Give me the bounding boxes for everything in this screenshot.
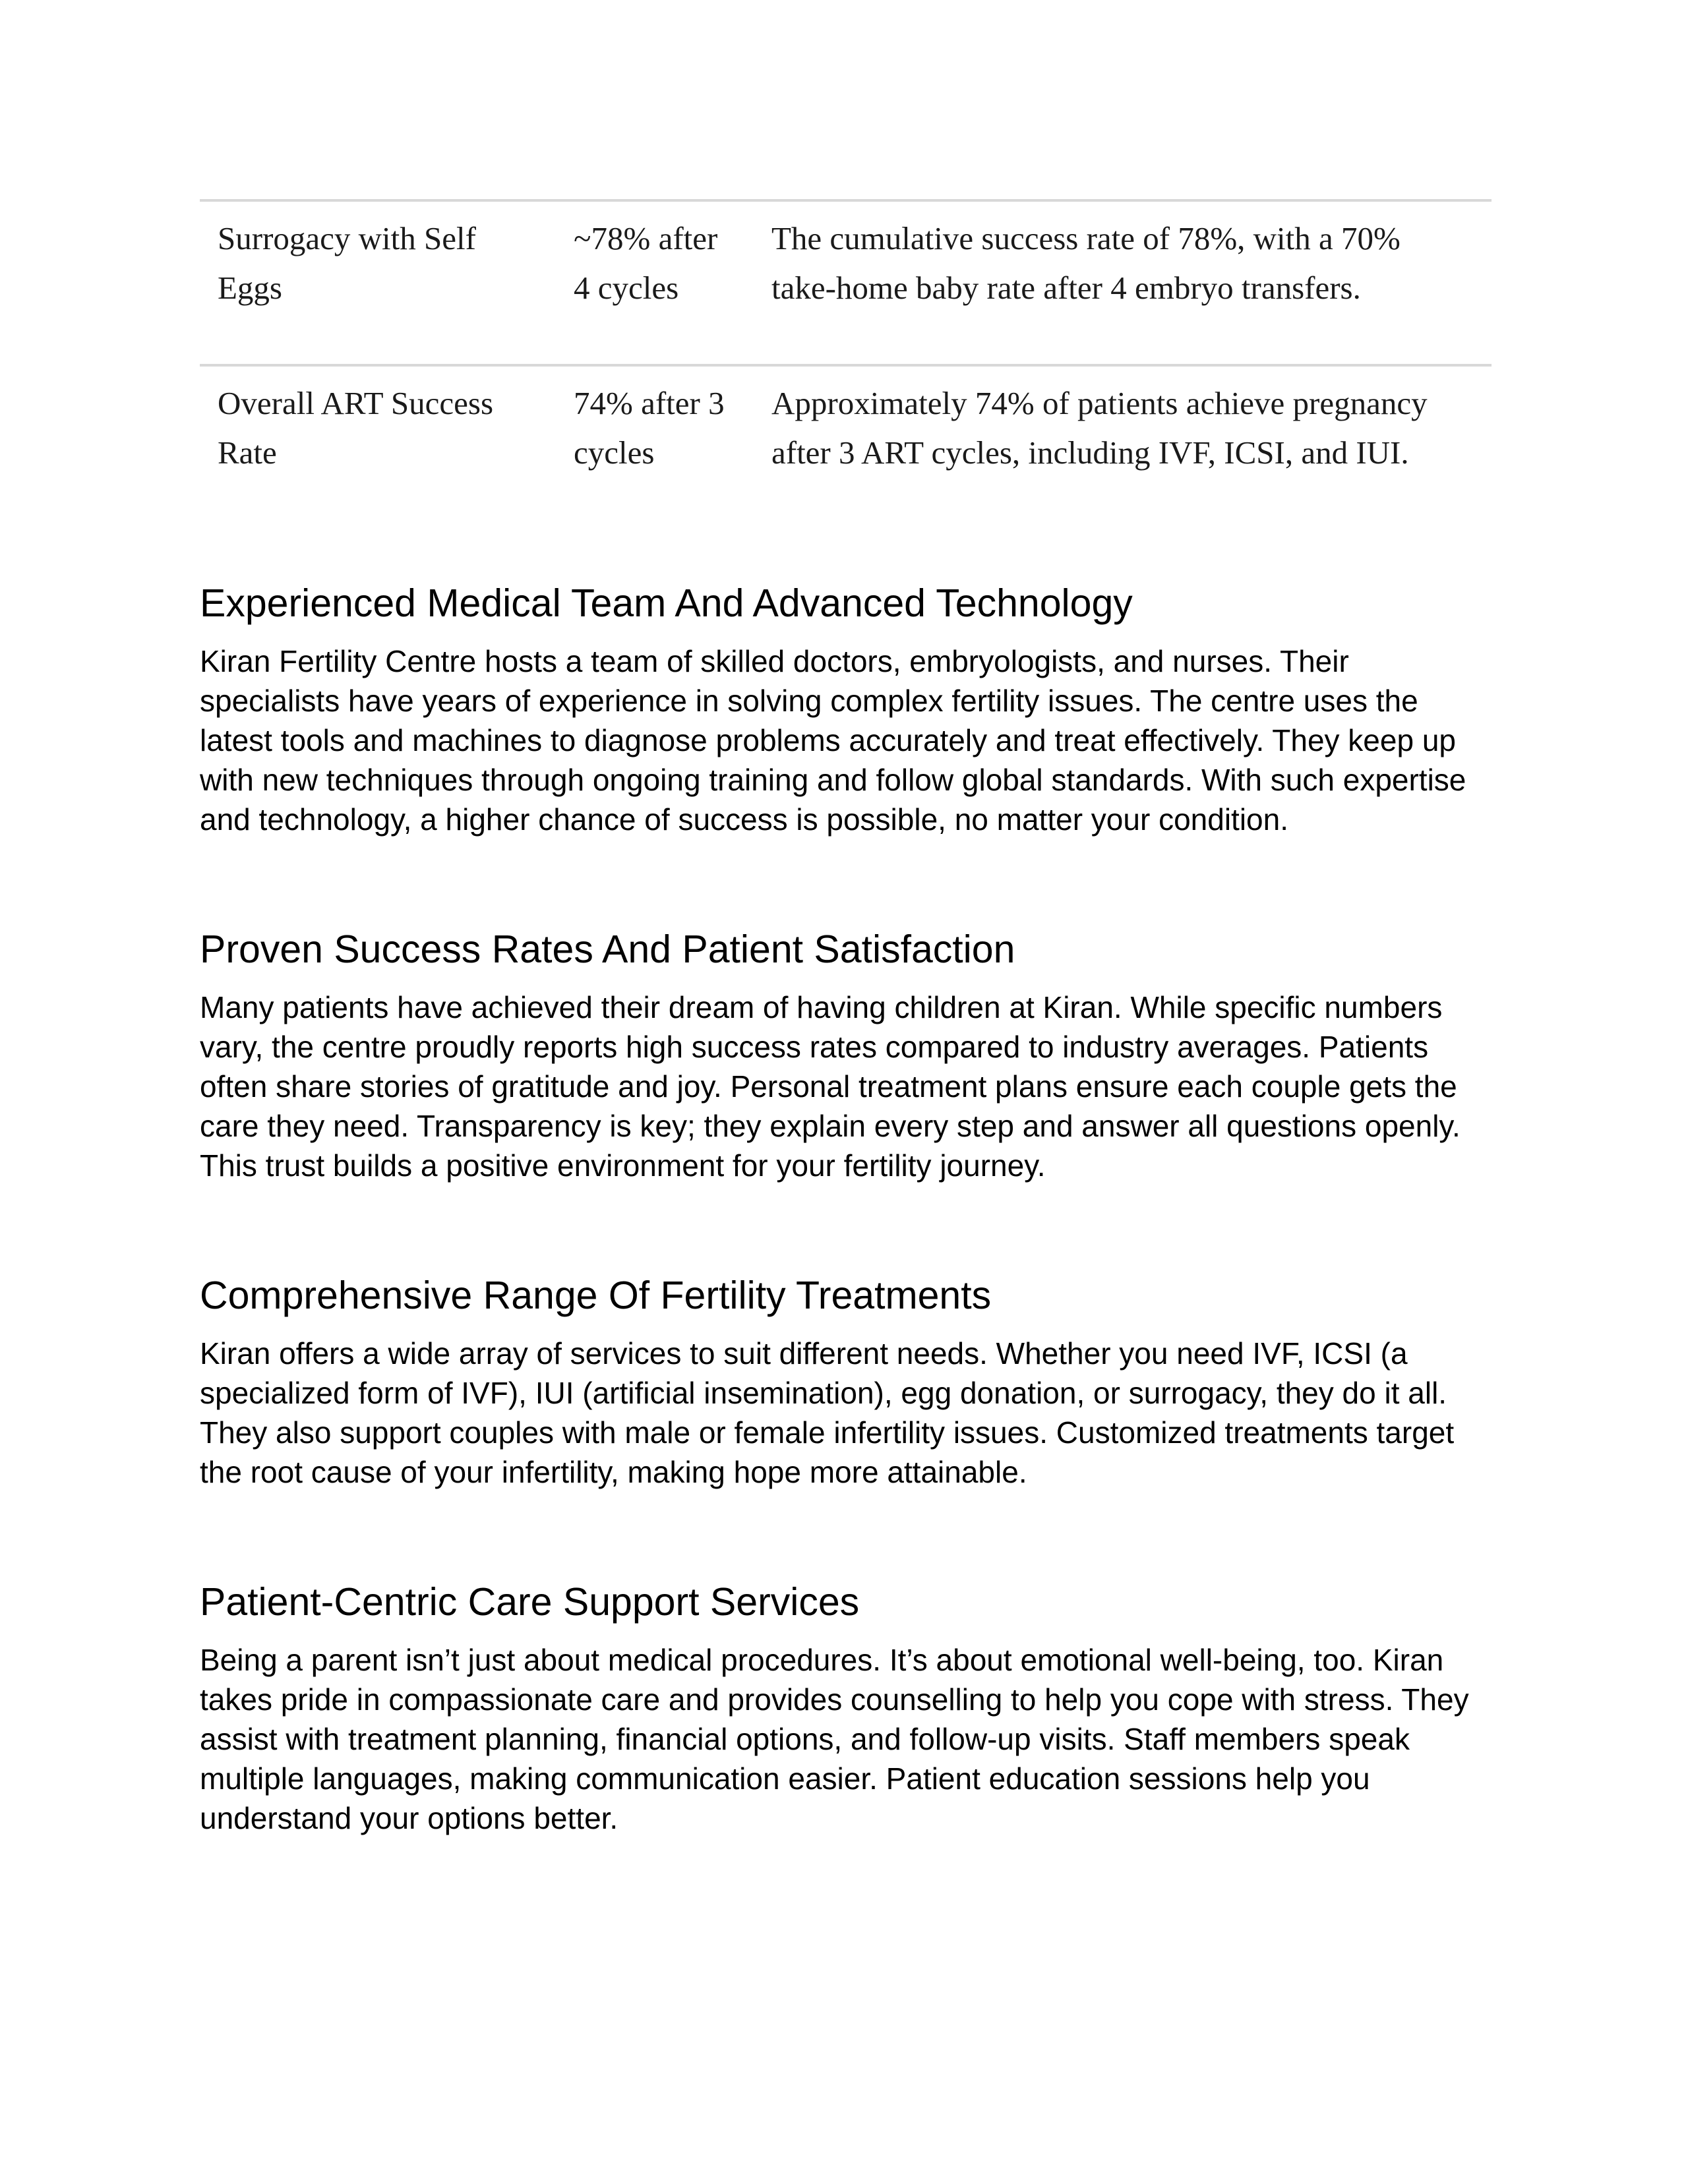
section-paragraph: Being a parent isn’t just about medical procedures. It’s about emotional well-being, too. Kiran takes pride in compassionate care and provides counselling to help you cope with stress. They assist with treatment planning, financial options, and follow-up visits. Staff members speak multiple languages, making communication easier. Patient education sessions help you understand your options better.: [200, 1643, 1469, 1835]
section-paragraph: Many patients have achieved their dream of having children at Kiran. While specific numbers vary, the centre proudly reports high success rates compared to industry averages. Patients often share stories of gratitude and joy. Personal treatment plans ensure each couple gets the care they need. Transparency is key; they explain every step and answer all questions openly. This trust builds a positive environment for your fertility journey.: [200, 990, 1461, 1183]
section-comprehensive-range: [200, 1271, 1492, 1492]
section-heading: Patient-Centric Care Support Services: [200, 1580, 860, 1624]
section-paragraph: Kiran offers a wide array of services to suit different needs. Whether you need IVF, ICSI (a specialized form of IVF), IUI (artificial insemination), egg donation, or surrogacy, they do it all. They also support couples with male or female infertility issues. Customized treatments target the root cause of your infertility, making hope more attainable.: [200, 1336, 1455, 1489]
description-line: The cumulative success rate of 78%, with a 70%: [771, 220, 1401, 256]
treatment-cell: [200, 365, 556, 493]
rate-line: ~78% after: [574, 220, 718, 256]
success-rates-table: [200, 199, 1492, 493]
section-heading: Experienced Medical Team And Advanced Technology: [200, 581, 1133, 625]
table-row: [200, 200, 1492, 365]
description-cell: [754, 200, 1492, 365]
table-row: [200, 365, 1492, 493]
treatment-line: Rate: [218, 434, 277, 471]
treatment-cell: [200, 200, 556, 365]
description-line: Approximately 74% of patients achieve pregnancy: [771, 385, 1428, 421]
rate-line: 74% after 3: [574, 385, 725, 421]
description-line: take-home baby rate after 4 embryo transfers.: [771, 270, 1361, 306]
description-line: after 3 ART cycles, including IVF, ICSI, and IUI.: [771, 434, 1409, 471]
rate-cell: [556, 365, 754, 493]
description-cell: [754, 365, 1492, 493]
rate-cell: [556, 200, 754, 365]
treatment-line: Overall ART Success: [218, 385, 494, 421]
section-experienced-medical-team: [200, 579, 1492, 839]
rate-line: cycles: [574, 434, 655, 471]
section-paragraph: Kiran Fertility Centre hosts a team of skilled doctors, embryologists, and nurses. Their specialists have years of experience in solving complex fertility issues. The centre uses the latest tools and machines to diagnose problems accurately and treat effectively. They keep up with new techniques through ongoing training and follow global standards. With such expertise and technology, a higher chance of success is possible, no matter your condition.: [200, 644, 1466, 837]
section-proven-success-rates: [200, 925, 1492, 1185]
treatment-line: Surrogacy with Self: [218, 220, 476, 256]
treatment-line: Eggs: [218, 270, 282, 306]
section-heading: Proven Success Rates And Patient Satisfaction: [200, 928, 1015, 971]
rate-line: 4 cycles: [574, 270, 679, 306]
section-patient-centric-care: [200, 1578, 1492, 1838]
section-heading: Comprehensive Range Of Fertility Treatments: [200, 1274, 992, 1317]
